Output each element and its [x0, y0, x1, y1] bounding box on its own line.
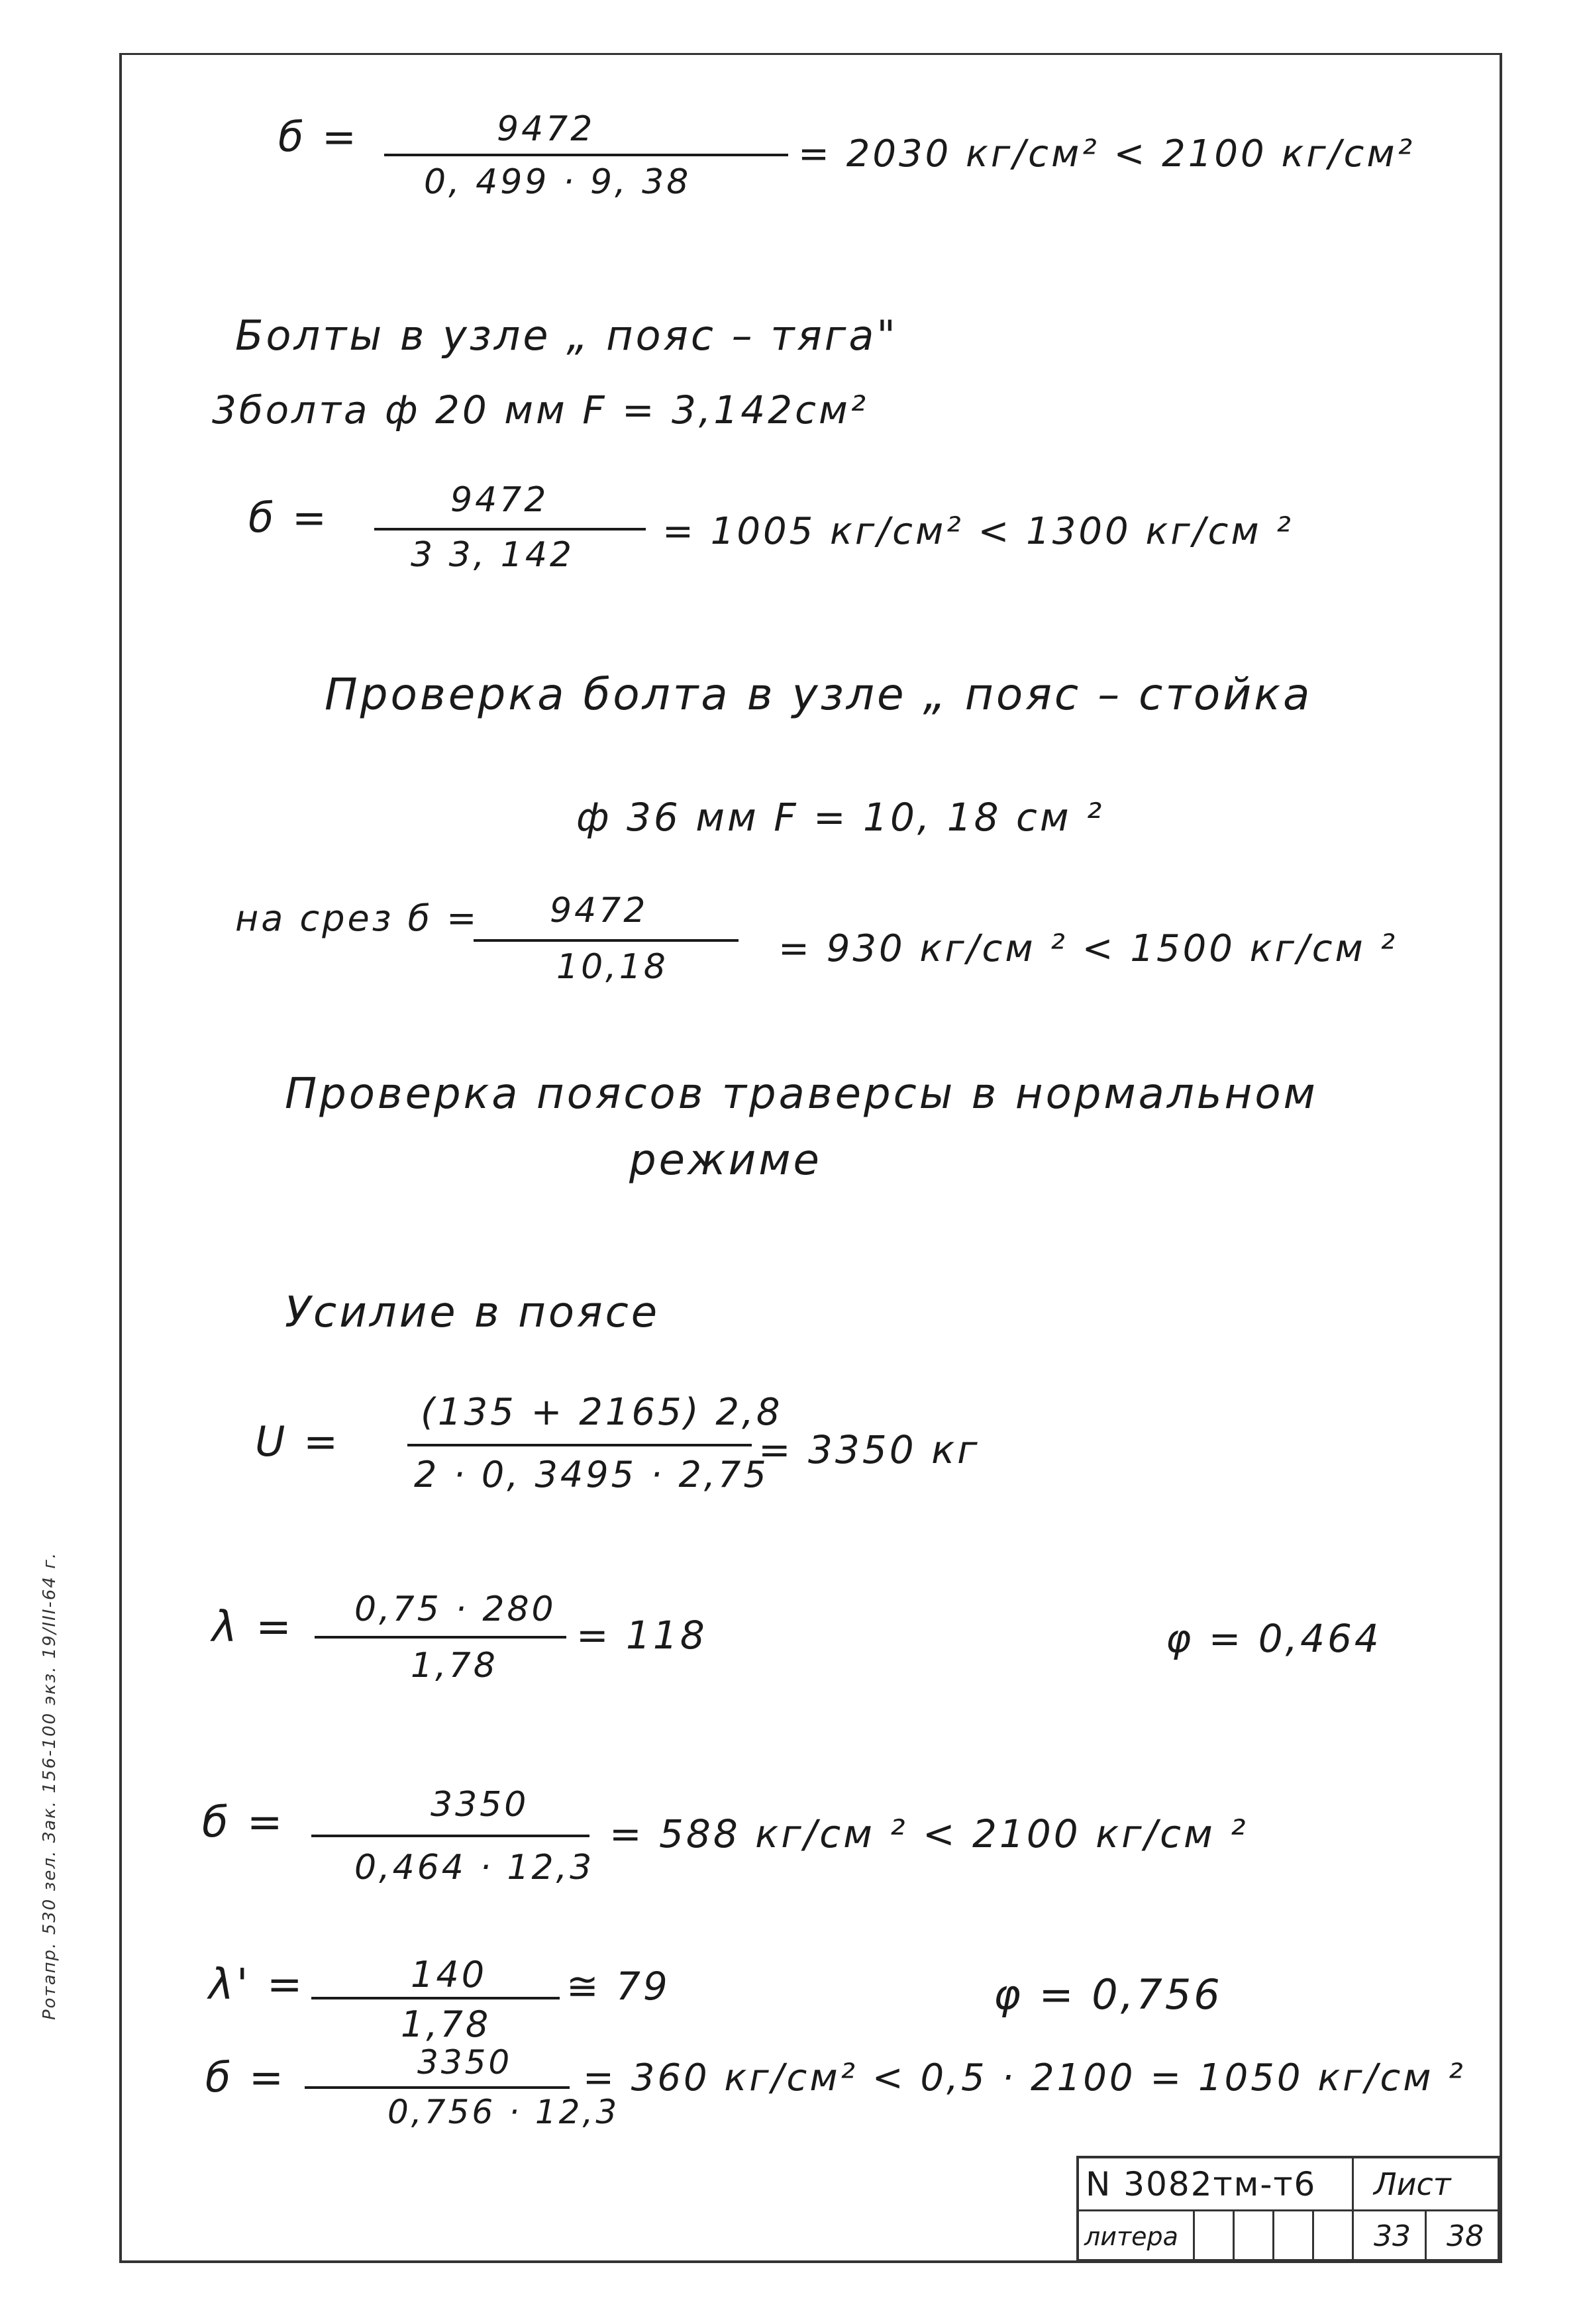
formula-6-numerator: 3350 — [431, 1785, 529, 1825]
fraction-bar — [315, 1636, 566, 1639]
formula-7-lhs: λ' = — [209, 1960, 305, 2009]
formula-2-lhs: б = — [248, 493, 329, 542]
litera-label: литера — [1084, 2222, 1178, 2251]
formula-3-lhs: на срез б = — [235, 897, 480, 939]
formula-5-rhs: = 118 — [576, 1613, 707, 1658]
fraction-bar — [374, 528, 646, 530]
formula-3-numerator: 9472 — [550, 891, 648, 931]
formula-4-lhs: U = — [255, 1417, 341, 1466]
formula-4-rhs: = 3350 кг — [758, 1427, 980, 1472]
formula-5-denominator: 1,78 — [411, 1646, 498, 1686]
formula-5-lhs: λ = — [212, 1603, 294, 1652]
fraction-bar — [311, 1835, 589, 1837]
bolt-spec-2: ф 36 мм F = 10, 18 см ² — [576, 795, 1105, 840]
formula-3-denominator: 10,18 — [556, 947, 668, 987]
formula-4-numerator: (135 + 2165) 2,8 — [421, 1391, 783, 1434]
check-belts-title: Проверка поясов траверсы в нормальном — [285, 1070, 1318, 1119]
phi-1: φ = 0,464 — [1166, 1616, 1382, 1661]
formula-1-lhs: б = — [278, 113, 359, 161]
check-bolt-title: Проверка болта в узле „ пояс – стойка — [325, 669, 1313, 720]
formula-7-rhs: ≅ 79 — [566, 1964, 670, 2009]
formula-8-lhs: б = — [205, 2053, 286, 2101]
sheet-label: Лист — [1374, 2166, 1451, 2202]
sheets-total: 38 — [1447, 2219, 1484, 2253]
title-block — [1076, 2156, 1500, 2261]
fraction-bar — [311, 1997, 560, 1999]
formula-3-rhs: = 930 кг/см ² < 1500 кг/см ² — [778, 927, 1398, 970]
formula-6-lhs: б = — [202, 1798, 285, 1847]
doc-number: N 3082тм-т6 — [1086, 2165, 1317, 2203]
bolts-spec: 3болта ф 20 мм F = 3,142см² — [212, 387, 868, 432]
formula-8-numerator: 3350 — [417, 2043, 513, 2082]
formula-2-numerator: 9472 — [450, 480, 549, 520]
formula-2-rhs: = 1005 кг/см² < 1300 кг/см ² — [662, 510, 1294, 553]
formula-7-denominator: 1,78 — [401, 2003, 491, 2045]
formula-1-denominator: 0, 499 · 9, 38 — [424, 162, 691, 202]
force-title: Усилие в поясе — [285, 1288, 660, 1337]
formula-1-rhs: = 2030 кг/см² < 2100 кг/см² — [798, 132, 1415, 176]
formula-8-denominator: 0,756 · 12,3 — [387, 2093, 620, 2131]
side-print-note: Ротапр. 530 зел. Зак. 156-100 экз. 19/III-64 г. — [40, 1551, 60, 2020]
formula-6-rhs: = 588 кг/см ² < 2100 кг/см ² — [609, 1811, 1249, 1856]
fraction-bar — [407, 1444, 752, 1446]
check-belts-title-2: режиме — [629, 1136, 822, 1185]
formula-1-numerator: 9472 — [497, 109, 595, 149]
formula-2-denominator: 3 3, 142 — [411, 535, 575, 575]
fraction-bar — [384, 154, 788, 156]
bolts-title: Болты в узле „ пояс – тяга" — [235, 311, 898, 360]
fraction-bar — [305, 2086, 570, 2089]
formula-8-rhs: = 360 кг/см² < 0,5 · 2100 = 1050 кг/см ² — [583, 2056, 1466, 2099]
phi-2: φ = 0,756 — [994, 1970, 1223, 2019]
formula-6-denominator: 0,464 · 12,3 — [354, 1848, 595, 1888]
formula-4-denominator: 2 · 0, 3495 · 2,75 — [414, 1454, 769, 1495]
formula-5-numerator: 0,75 · 280 — [354, 1590, 556, 1629]
formula-7-numerator: 140 — [411, 1954, 487, 1996]
sheet-number: 33 — [1374, 2219, 1411, 2253]
fraction-bar — [474, 939, 739, 942]
